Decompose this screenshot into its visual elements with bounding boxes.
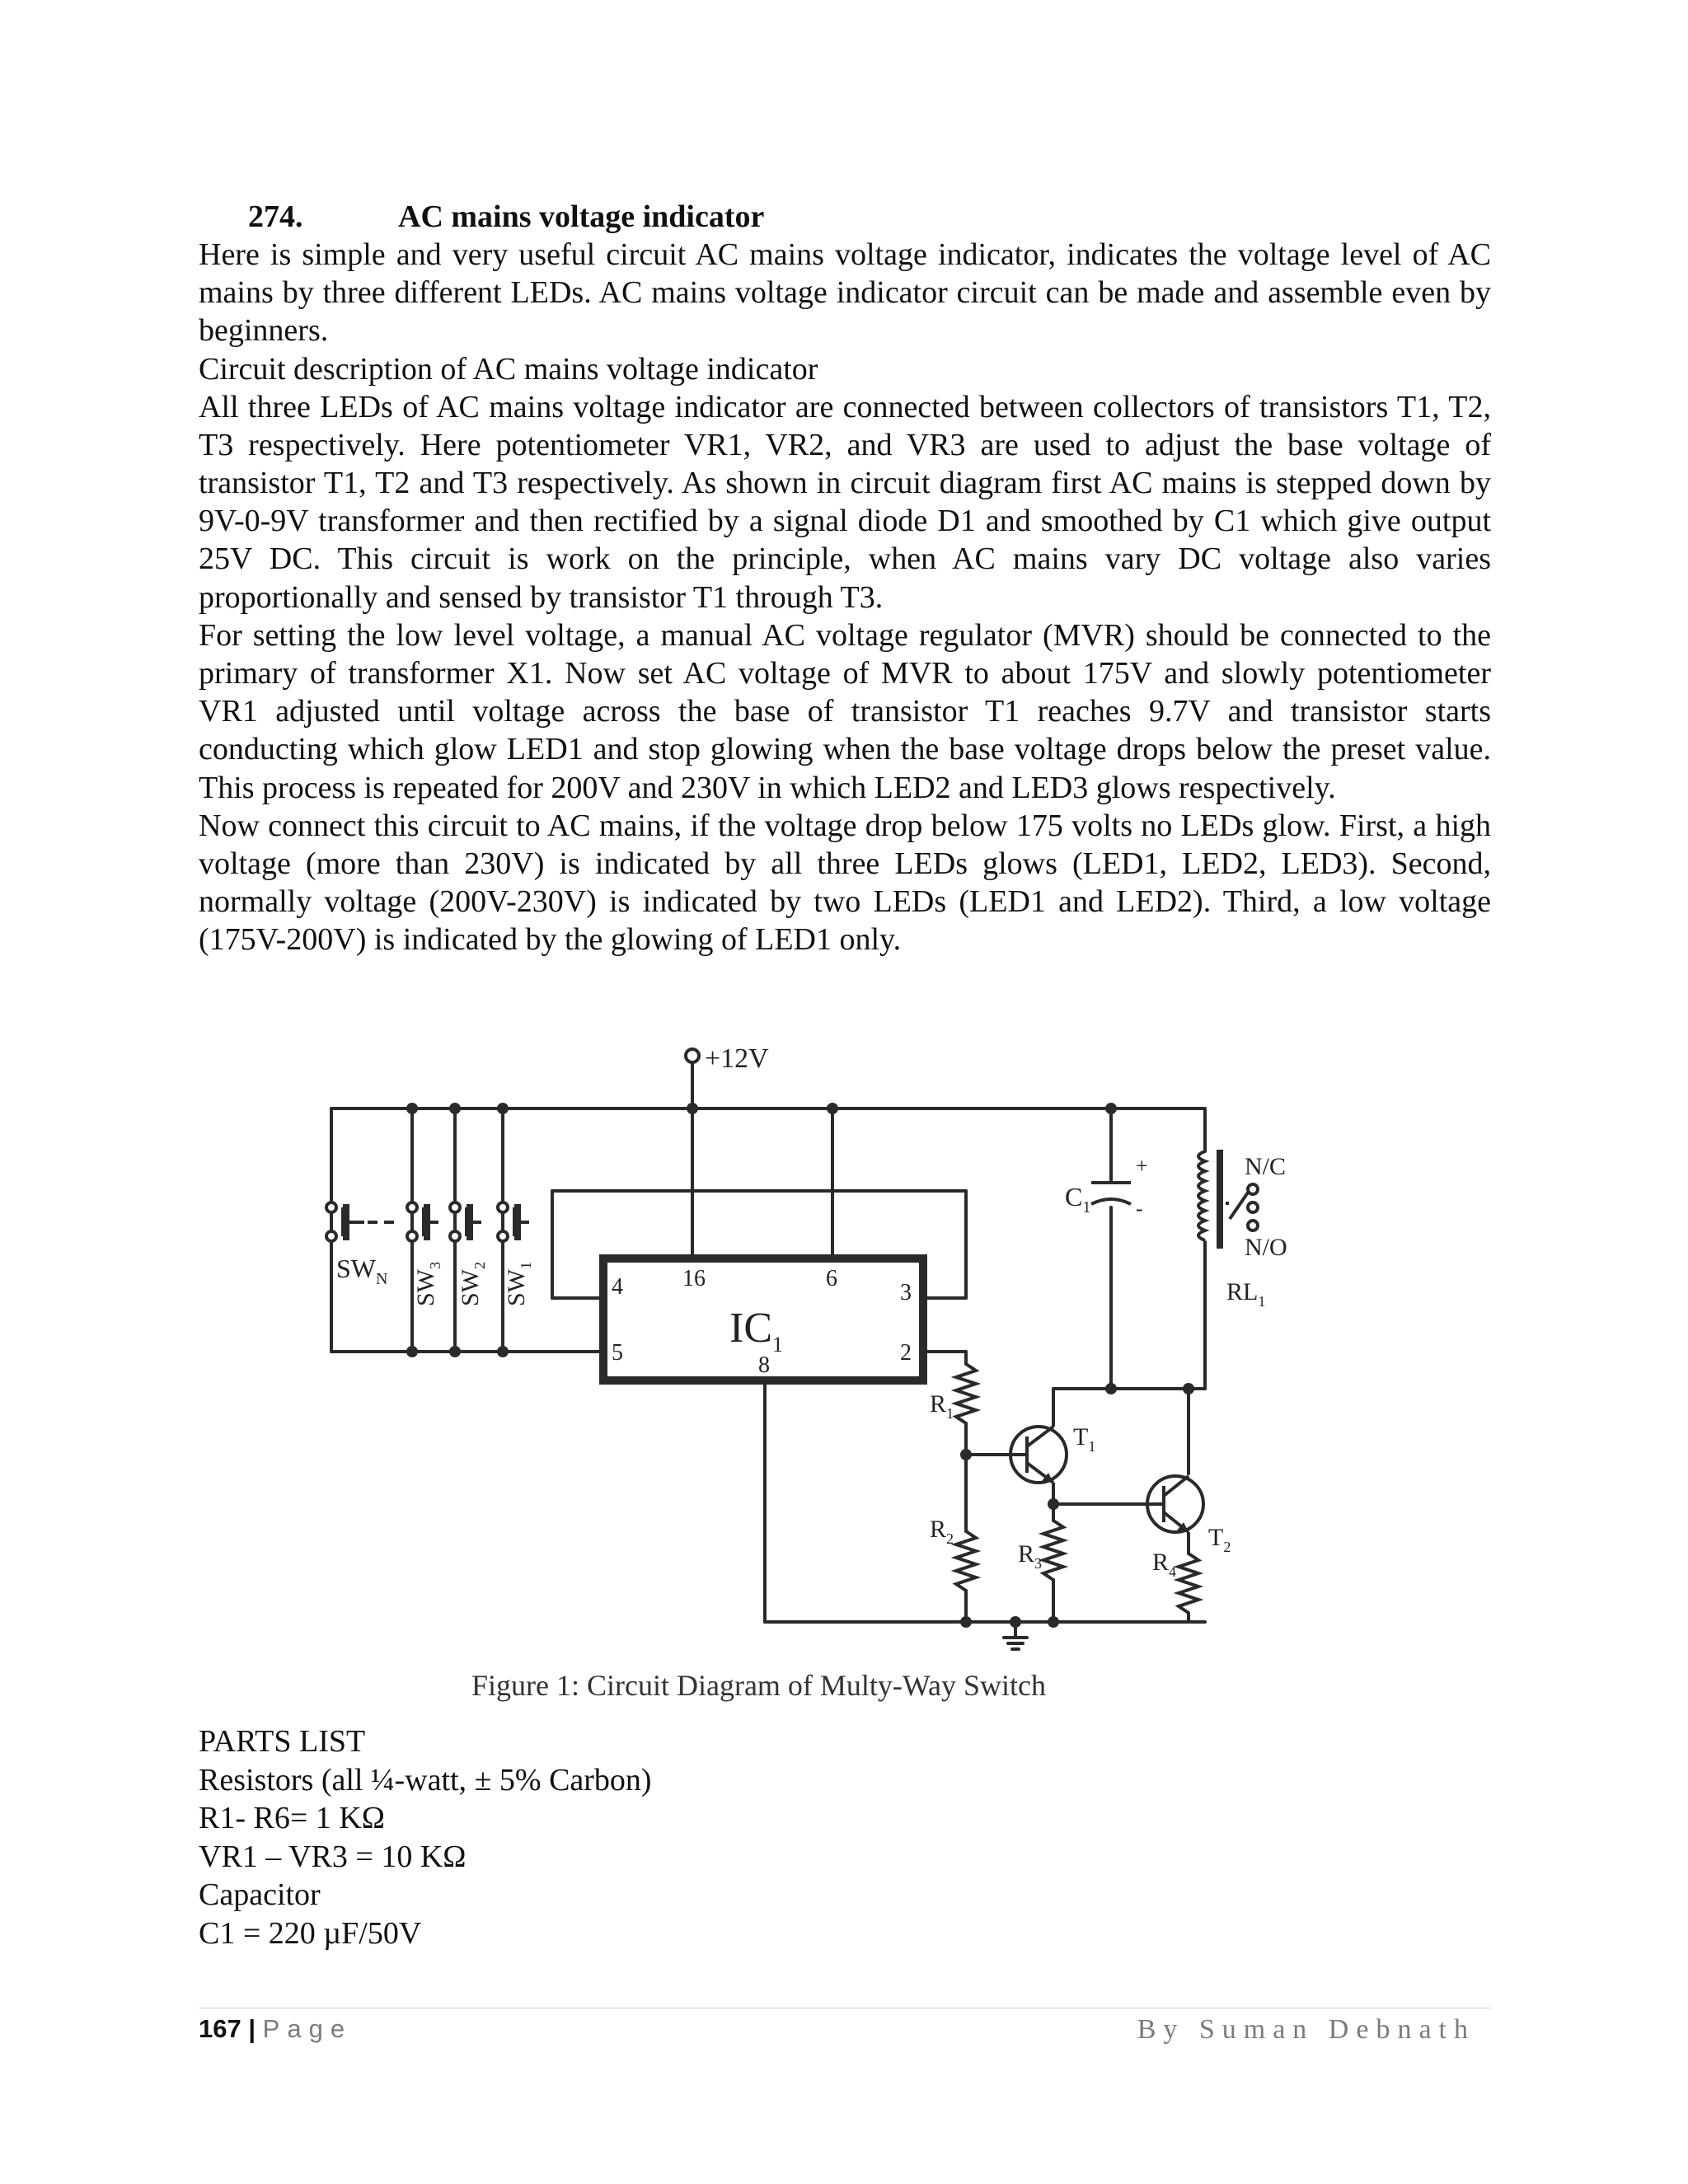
- pin-2-label: 2: [900, 1340, 912, 1366]
- description-paragraph-3: Now connect this circuit to AC mains, if the voltage drop below 175 volts no LEDs glow. First, a high voltage (more than 230V) is indicated by all three LEDs glows (LED1, LED2, LED3). Second, normally voltage (200V-230V) is indicated by two LEDs (LED1 and LED2). Third, a low voltage (175V-200V) is indicated by the glowing of LED1 only.: [199, 808, 1491, 958]
- pin-6-label: 6: [826, 1266, 837, 1291]
- r4-label: $R_4$: [1152, 1549, 1177, 1580]
- relay-coil: [1198, 1151, 1205, 1240]
- switch-1-label: $SW_1$: [503, 1262, 534, 1306]
- page-word: Page: [262, 2014, 353, 2043]
- author-credit: By Suman Debnath: [1137, 2014, 1475, 2045]
- r2-label: $R_2$: [930, 1516, 954, 1547]
- pin-16-label: 16: [682, 1266, 706, 1291]
- article-body: [199, 198, 1491, 959]
- figure-caption: Figure 1: Circuit Diagram of Multy-Way Switch: [471, 1669, 1046, 1702]
- intro-paragraph: Here is simple and very useful circuit AC mains voltage indicator, indicates the voltage level of AC mains by three different LEDs. AC mains voltage indicator circuit can be made and assemble even by beginners.: [199, 237, 1491, 349]
- transistor-t2: [1136, 1476, 1203, 1541]
- switch-n-label: $SW_N$: [336, 1254, 388, 1288]
- pin-3-label: 3: [900, 1280, 912, 1305]
- parts-c1: C1 = 220 µF/50V: [199, 1915, 422, 1951]
- description-paragraph-2: For setting the low level voltage, a manual AC voltage regulator (MVR) should be connected to the primary of transformer X1. Now set AC voltage of MVR to about 175V and slowly potentiometer VR1 adjusted until voltage across the base of transistor T1 reaches 9.7V and transistor starts conducting which glow LED1 and stop glowing when the base voltage drops below the preset value. This process is repeated for 200V and 230V in which LED2 and LED3 glows respectively.: [199, 617, 1491, 805]
- article-number: 274.: [248, 199, 303, 234]
- resistor-r4: [1179, 1554, 1198, 1613]
- switch-3-label: $SW_3$: [412, 1262, 443, 1306]
- footer-separator: |: [248, 2014, 256, 2043]
- parts-resistors: Resistors (all ¼-watt, ± 5% Carbon): [199, 1762, 652, 1797]
- no-label: N/O: [1245, 1234, 1287, 1261]
- resistor-r2: [956, 1531, 976, 1601]
- parts-cap-heading: Capacitor: [199, 1877, 321, 1912]
- nc-label: N/C: [1245, 1153, 1287, 1180]
- parts-heading: PARTS LIST: [199, 1724, 366, 1759]
- pin-8-label: 8: [758, 1352, 770, 1378]
- page-footer: [199, 2014, 352, 2044]
- subheading: Circuit description of AC mains voltage indicator: [199, 351, 818, 387]
- t1-label: $T_1$: [1073, 1423, 1096, 1455]
- relay-label: $RL_1$: [1226, 1278, 1266, 1310]
- circuit-diagram: [313, 1043, 1418, 1718]
- description-paragraph-1: All three LEDs of AC mains voltage indicator are connected between collectors of transistors T1, T2, T3 respectively. Here potentiometer VR1, VR2, and VR3 are used to adjust the base voltage of transistor T1, T2 and T3 respectively. As shown in circuit diagram first AC mains is stepped down by 9V-0-9V transformer and then rectified by a signal diode D1 and smoothed by C1 which give output 25V DC. This circuit is work on the principle, when AC mains vary DC voltage also varies proportionally and sensed by transistor T1 through T3.: [199, 389, 1491, 615]
- t2-label: $T_2$: [1208, 1524, 1231, 1555]
- switch-2-label: $SW_2$: [457, 1262, 488, 1306]
- resistor-r1: [956, 1364, 976, 1432]
- article-heading: [248, 198, 1491, 236]
- supply-label: +12V: [705, 1043, 769, 1074]
- pin-4-label: 4: [612, 1274, 623, 1300]
- parts-r-values: R1- R6= 1 KΩ: [199, 1801, 385, 1835]
- resistor-r3: [1043, 1521, 1063, 1585]
- parts-vr-values: VR1 – VR3 = 10 KΩ: [199, 1839, 467, 1874]
- pin-5-label: 5: [612, 1340, 623, 1366]
- cap-plus-label: +: [1136, 1154, 1148, 1178]
- parts-list: [199, 1722, 652, 1952]
- r1-label: $R_1$: [930, 1390, 954, 1422]
- cap-minus-label: -: [1136, 1197, 1143, 1221]
- ic1-label: $IC_1$: [729, 1305, 783, 1357]
- r3-label: $R_3$: [1018, 1540, 1043, 1572]
- page-number: 167: [199, 2014, 241, 2043]
- cap-label: $C_1$: [1065, 1182, 1091, 1216]
- article-title: AC mains voltage indicator: [398, 199, 765, 234]
- transistor-t1: [1010, 1420, 1067, 1489]
